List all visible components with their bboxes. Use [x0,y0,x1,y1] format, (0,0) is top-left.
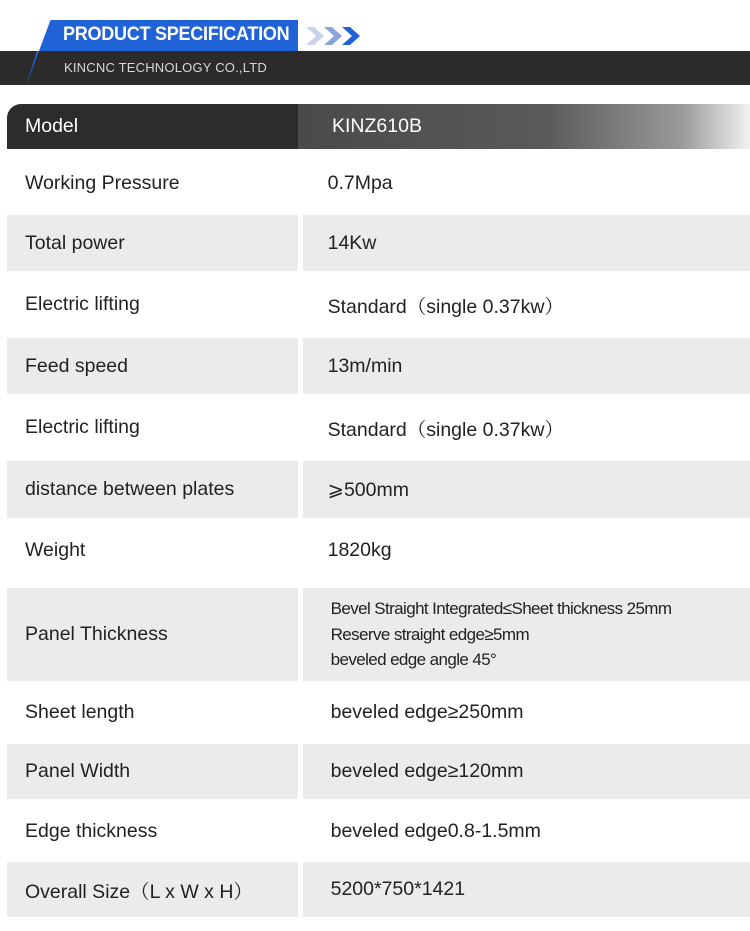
row-value: 0.7Mpa [327,171,393,194]
table-row [7,276,750,333]
row-value: Standard（single 0.37kw） [327,295,564,318]
spec-banner [0,0,750,92]
value-line: beveled edge angle 45° [330,650,497,670]
row-label: Total power [7,215,298,271]
row-label: Sheet length [25,700,135,723]
triple-chevron-right-icon [306,25,368,47]
row-label: distance between plates [7,461,298,518]
banner-company-name: KINCNC TECHNOLOGY CO.,LTD [64,60,267,75]
row-value: beveled edge≥250mm [330,700,524,723]
row-value: Standard（single 0.37kw） [327,418,564,441]
table-row [7,804,750,858]
row-value: beveled edge0.8-1.5mm [330,819,541,842]
row-value: 5200*750*1421 [303,862,750,917]
row-label: Overall Size（L x W x H） [7,862,298,917]
row-label: Feed speed [7,338,298,394]
table-row [7,461,750,518]
table-row [7,588,750,681]
table-row [7,685,750,739]
row-label: Working Pressure [25,171,180,194]
table-row [7,862,750,917]
row-label: Electric lifting [25,416,140,438]
row-value: 14Kw [303,215,750,271]
table-header-row [7,104,750,149]
row-value-multiline [303,588,750,681]
table-row [7,744,750,799]
row-label: Edge thickness [25,819,158,842]
model-value: KINZ610B [298,104,750,149]
row-label: Panel Width [7,744,298,799]
table-row [7,215,750,271]
row-label: Panel Thickness [7,588,298,681]
banner-title: PRODUCT SPECIFICATION [63,24,290,45]
table-row [7,522,750,579]
row-value: 1820kg [327,539,392,561]
table-row [7,155,750,211]
row-label: Electric lifting [25,293,140,315]
model-label: Model [7,104,298,149]
row-value: beveled edge≥120mm [303,744,750,799]
table-row [7,338,750,394]
value-line: Bevel Straight Integrated≤Sheet thickness 25mm [330,599,672,619]
row-label: Weight [25,539,86,561]
row-value: ⩾500mm [303,461,750,518]
value-line: Reserve straight edge≥5mm [330,624,530,644]
row-value: 13m/min [303,338,750,394]
table-row [7,399,750,456]
